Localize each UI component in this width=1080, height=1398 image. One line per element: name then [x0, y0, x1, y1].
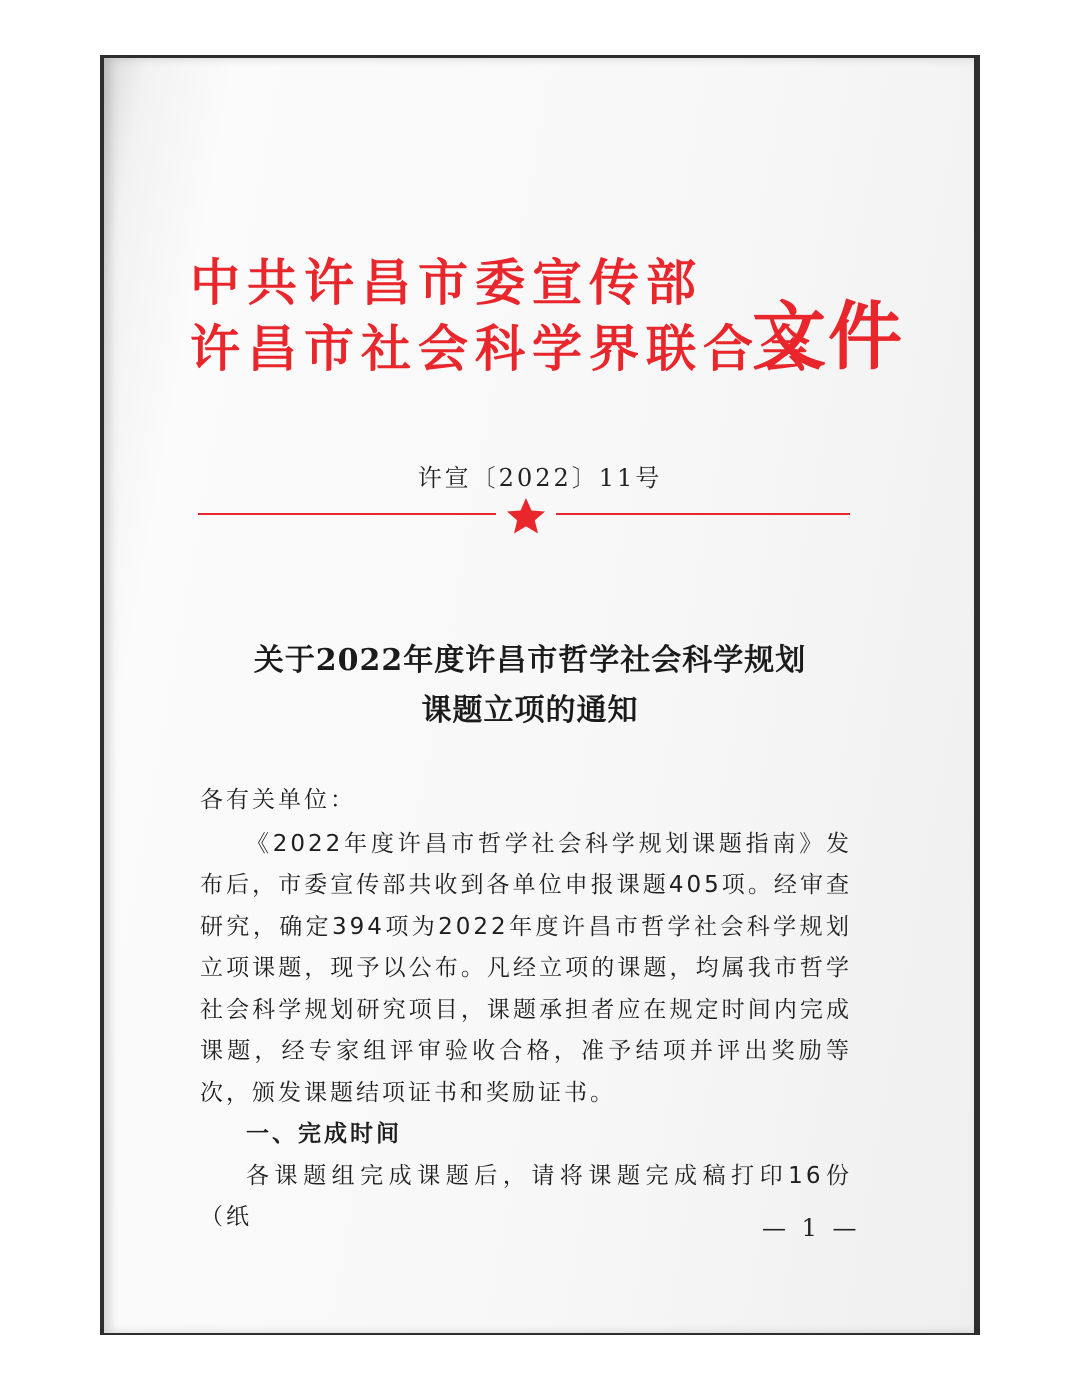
- header-line-1: 中共许昌市委宣传部: [190, 254, 703, 312]
- red-divider: [198, 496, 850, 536]
- title-line-1: 关于2022年度许昌市哲学社会科学规划: [253, 643, 807, 678]
- red-header: [190, 250, 817, 382]
- header-line-2: 许昌市社会科学界联合会: [190, 320, 817, 378]
- page-number: — 1 —: [762, 1214, 861, 1242]
- notice-title: [230, 636, 830, 736]
- notice-body: [200, 780, 852, 1239]
- paragraph-2: 各课题组完成课题后，请将课题完成稿打印16份（纸: [200, 1162, 852, 1230]
- title-line-2: 课题立项的通知: [421, 693, 639, 728]
- salutation: 各有关单位：: [200, 787, 356, 813]
- paragraph-1: 《2022年度许昌市哲学社会科学规划课题指南》发布后，市委宣传部共收到各单位申报课题405项。经审查研究，确定394项为2022年度许昌市哲学社会科学规划立项课题，现予以公布。凡经立项的课题，均属我市哲学社会科学规划研究项目，课题承担者应在规定时间内完成课题，经专家组评审验收合格，准予结项并评出奖励等次，颁发课题结项证书和奖励证书。: [200, 830, 852, 1106]
- header-suffix: 文件: [752, 294, 904, 380]
- document-number: 许宣〔2022〕11号: [417, 464, 663, 492]
- star-icon: [507, 498, 545, 534]
- section-heading-1: 一、完成时间: [246, 1121, 402, 1147]
